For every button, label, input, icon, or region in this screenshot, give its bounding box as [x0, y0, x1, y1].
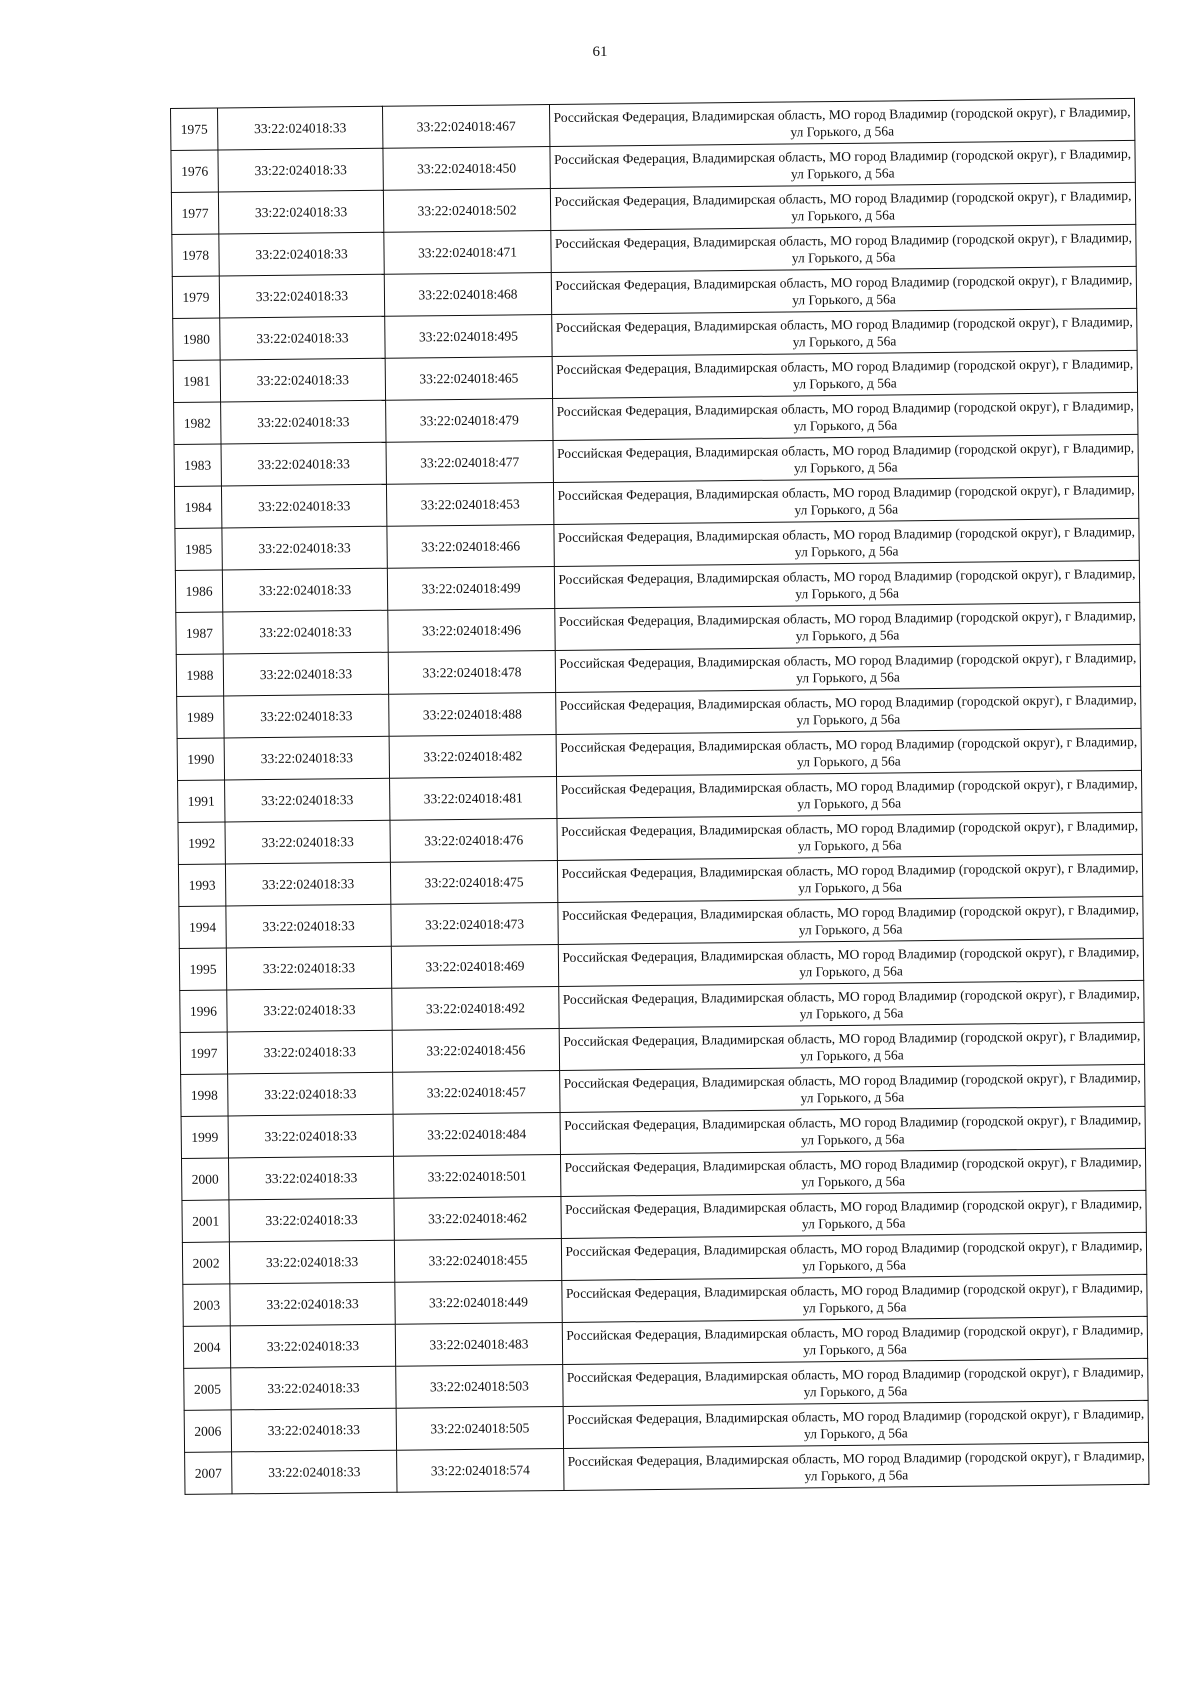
page-number: 61	[592, 44, 608, 60]
object-address: Российская Федерация, Владимирская область, МО город Владимир (городской округ), г Владимир, ул Горького, д 56а	[556, 686, 1141, 734]
object-address: Российская Федерация, Владимирская область, МО город Владимир (городской округ), г Владимир, ул Горького, д 56а	[557, 770, 1142, 818]
quarter-number: 33:22:024018:33	[228, 1114, 393, 1158]
object-address: Российская Федерация, Владимирская область, МО город Владимир (городской округ), г Владимир, ул Горького, д 56а	[560, 1106, 1145, 1154]
object-address: Российская Федерация, Владимирская область, МО город Владимир (городской округ), г Владимир, ул Горького, д 56а	[551, 224, 1136, 272]
cadastral-number: 33:22:024018:483	[395, 1322, 562, 1366]
row-number: 1998	[181, 1074, 228, 1116]
quarter-number: 33:22:024018:33	[223, 652, 388, 696]
cadastral-number: 33:22:024018:466	[387, 525, 554, 569]
object-address: Российская Федерация, Владимирская область, МО город Владимир (городской округ), г Владимир, ул Горького, д 56а	[553, 476, 1138, 524]
cadastral-number: 33:22:024018:476	[390, 818, 557, 862]
cadastral-number: 33:22:024018:488	[389, 692, 556, 736]
object-address: Российская Федерация, Владимирская область, МО город Владимир (городской округ), г Владимир, ул Горького, д 56а	[564, 1442, 1149, 1490]
quarter-number: 33:22:024018:33	[222, 526, 387, 570]
quarter-number: 33:22:024018:33	[225, 778, 390, 822]
quarter-number: 33:22:024018:33	[220, 358, 385, 402]
row-number: 1978	[172, 234, 219, 276]
row-number: 1992	[178, 822, 225, 864]
registry-table	[170, 98, 1149, 1495]
object-address: Российская Федерация, Владимирская область, МО город Владимир (городской округ), г Владимир, ул Горького, д 56а	[550, 140, 1135, 188]
quarter-number: 33:22:024018:33	[218, 106, 383, 150]
cadastral-number: 33:22:024018:502	[383, 189, 550, 233]
row-number: 2004	[183, 1326, 230, 1368]
row-number: 1985	[175, 528, 222, 570]
cadastral-number: 33:22:024018:449	[395, 1280, 562, 1324]
row-number: 1977	[171, 192, 218, 234]
quarter-number: 33:22:024018:33	[218, 190, 383, 234]
object-address: Российская Федерация, Владимирская область, МО город Владимир (городской округ), г Владимир, ул Горького, д 56а	[555, 644, 1140, 692]
object-address: Российская Федерация, Владимирская область, МО город Владимир (городской округ), г Владимир, ул Горького, д 56а	[557, 854, 1142, 902]
object-address: Российская Федерация, Владимирская область, МО город Владимир (городской округ), г Владимир, ул Горького, д 56а	[550, 182, 1135, 230]
row-number: 1984	[174, 486, 221, 528]
cadastral-number: 33:22:024018:471	[384, 231, 551, 275]
registry-table-body	[171, 98, 1149, 1494]
cadastral-number: 33:22:024018:478	[388, 650, 555, 694]
quarter-number: 33:22:024018:33	[221, 442, 386, 486]
cadastral-number: 33:22:024018:479	[386, 399, 553, 443]
quarter-number: 33:22:024018:33	[227, 1030, 392, 1074]
object-address: Российская Федерация, Владимирская область, МО город Владимир (городской округ), г Владимир, ул Горького, д 56а	[561, 1232, 1146, 1280]
row-number: 1986	[175, 570, 222, 612]
object-address: Российская Федерация, Владимирская область, МО город Владимир (городской округ), г Владимир, ул Горького, д 56а	[554, 518, 1139, 566]
object-address: Российская Федерация, Владимирская область, МО город Владимир (городской округ), г Владимир, ул Горького, д 56а	[557, 812, 1142, 860]
cadastral-number: 33:22:024018:481	[390, 776, 557, 820]
cadastral-number: 33:22:024018:473	[391, 902, 558, 946]
object-address: Российская Федерация, Владимирская область, МО город Владимир (городской округ), г Владимир, ул Горького, д 56а	[561, 1190, 1146, 1238]
object-address: Российская Федерация, Владимирская область, МО город Владимир (городской округ), г Владимир, ул Горького, д 56а	[559, 980, 1144, 1028]
row-number: 1981	[173, 360, 220, 402]
cadastral-number: 33:22:024018:505	[396, 1406, 563, 1450]
row-number: 1993	[178, 864, 225, 906]
row-number: 2001	[182, 1200, 229, 1242]
object-address: Российская Федерация, Владимирская область, МО город Владимир (городской округ), г Владимир, ул Горького, д 56а	[560, 1148, 1145, 1196]
quarter-number: 33:22:024018:33	[224, 694, 389, 738]
quarter-number: 33:22:024018:33	[230, 1324, 395, 1368]
cadastral-number: 33:22:024018:495	[385, 315, 552, 359]
row-number: 2006	[184, 1410, 231, 1452]
quarter-number: 33:22:024018:33	[229, 1198, 394, 1242]
cadastral-number: 33:22:024018:484	[393, 1112, 560, 1156]
row-number: 1980	[173, 318, 220, 360]
object-address: Российская Федерация, Владимирская область, МО город Владимир (городской округ), г Владимир, ул Горького, д 56а	[558, 938, 1143, 986]
quarter-number: 33:22:024018:33	[226, 946, 391, 990]
object-address: Российская Федерация, Владимирская область, МО город Владимир (городской округ), г Владимир, ул Горького, д 56а	[563, 1400, 1148, 1448]
row-number: 2000	[182, 1158, 229, 1200]
cadastral-number: 33:22:024018:450	[383, 147, 550, 191]
quarter-number: 33:22:024018:33	[231, 1366, 396, 1410]
object-address: Российская Федерация, Владимирская область, МО город Владимир (городской округ), г Владимир, ул Горького, д 56а	[552, 308, 1137, 356]
row-number: 1976	[171, 150, 218, 192]
quarter-number: 33:22:024018:33	[223, 610, 388, 654]
row-number: 2007	[185, 1452, 232, 1494]
row-number: 1975	[171, 108, 218, 150]
object-address: Российская Федерация, Владимирская область, МО город Владимир (городской округ), г Владимир, ул Горького, д 56а	[552, 350, 1137, 398]
cadastral-number: 33:22:024018:465	[385, 357, 552, 401]
object-address: Российская Федерация, Владимирская область, МО город Владимир (городской округ), г Владимир, ул Горького, д 56а	[555, 602, 1140, 650]
row-number: 2005	[184, 1368, 231, 1410]
quarter-number: 33:22:024018:33	[221, 400, 386, 444]
quarter-number: 33:22:024018:33	[220, 316, 385, 360]
object-address: Российская Федерация, Владимирская область, МО город Владимир (городской округ), г Владимир, ул Горького, д 56а	[551, 266, 1136, 314]
object-address: Российская Федерация, Владимирская область, МО город Владимир (городской округ), г Владимир, ул Горького, д 56а	[559, 1022, 1144, 1070]
row-number: 1988	[176, 654, 223, 696]
quarter-number: 33:22:024018:33	[228, 1156, 393, 1200]
quarter-number: 33:22:024018:33	[222, 568, 387, 612]
cadastral-number: 33:22:024018:574	[397, 1448, 564, 1492]
quarter-number: 33:22:024018:33	[227, 988, 392, 1032]
cadastral-number: 33:22:024018:469	[391, 944, 558, 988]
row-number: 1996	[180, 990, 227, 1032]
row-number: 1982	[174, 402, 221, 444]
cadastral-number: 33:22:024018:501	[393, 1154, 560, 1198]
quarter-number: 33:22:024018:33	[221, 484, 386, 528]
object-address: Российская Федерация, Владимирская область, МО город Владимир (городской округ), г Владимир, ул Горького, д 56а	[553, 434, 1138, 482]
quarter-number: 33:22:024018:33	[226, 904, 391, 948]
row-number: 1995	[179, 948, 226, 990]
cadastral-number: 33:22:024018:496	[388, 608, 555, 652]
row-number: 1989	[177, 696, 224, 738]
row-number: 1994	[179, 906, 226, 948]
cadastral-number: 33:22:024018:453	[386, 483, 553, 527]
table-row	[185, 1442, 1149, 1494]
quarter-number: 33:22:024018:33	[229, 1240, 394, 1284]
quarter-number: 33:22:024018:33	[228, 1072, 393, 1116]
row-number: 1997	[180, 1032, 227, 1074]
object-address: Российская Федерация, Владимирская область, МО город Владимир (городской округ), г Владимир, ул Горького, д 56а	[549, 98, 1134, 146]
row-number: 2002	[182, 1242, 229, 1284]
quarter-number: 33:22:024018:33	[231, 1408, 396, 1452]
object-address: Российская Федерация, Владимирская область, МО город Владимир (городской округ), г Владимир, ул Горького, д 56а	[560, 1064, 1145, 1112]
cadastral-number: 33:22:024018:457	[393, 1070, 560, 1114]
object-address: Российская Федерация, Владимирская область, МО город Владимир (городской округ), г Владимир, ул Горького, д 56а	[562, 1316, 1147, 1364]
cadastral-number: 33:22:024018:475	[390, 860, 557, 904]
row-number: 1990	[177, 738, 224, 780]
cadastral-number: 33:22:024018:482	[389, 734, 556, 778]
row-number: 1999	[181, 1116, 228, 1158]
row-number: 1983	[174, 444, 221, 486]
cadastral-number: 33:22:024018:499	[387, 567, 554, 611]
quarter-number: 33:22:024018:33	[224, 736, 389, 780]
quarter-number: 33:22:024018:33	[225, 862, 390, 906]
cadastral-number: 33:22:024018:462	[394, 1196, 561, 1240]
row-number: 1991	[178, 780, 225, 822]
object-address: Российская Федерация, Владимирская область, МО город Владимир (городской округ), г Владимир, ул Горького, д 56а	[563, 1358, 1148, 1406]
row-number: 2003	[183, 1284, 230, 1326]
cadastral-number: 33:22:024018:503	[396, 1364, 563, 1408]
quarter-number: 33:22:024018:33	[225, 820, 390, 864]
registry-table-wrapper	[170, 103, 1145, 1495]
cadastral-number: 33:22:024018:477	[386, 441, 553, 485]
quarter-number: 33:22:024018:33	[232, 1450, 397, 1494]
object-address: Российская Федерация, Владимирская область, МО город Владимир (городской округ), г Владимир, ул Горького, д 56а	[554, 560, 1139, 608]
row-number: 1979	[172, 276, 219, 318]
quarter-number: 33:22:024018:33	[230, 1282, 395, 1326]
cadastral-number: 33:22:024018:492	[392, 986, 559, 1030]
object-address: Российская Федерация, Владимирская область, МО город Владимир (городской округ), г Владимир, ул Горького, д 56а	[556, 728, 1141, 776]
quarter-number: 33:22:024018:33	[218, 148, 383, 192]
row-number: 1987	[176, 612, 223, 654]
quarter-number: 33:22:024018:33	[219, 232, 384, 276]
cadastral-number: 33:22:024018:467	[382, 105, 549, 149]
quarter-number: 33:22:024018:33	[219, 274, 384, 318]
cadastral-number: 33:22:024018:468	[384, 273, 551, 317]
object-address: Российская Федерация, Владимирская область, МО город Владимир (городской округ), г Владимир, ул Горького, д 56а	[558, 896, 1143, 944]
object-address: Российская Федерация, Владимирская область, МО город Владимир (городской округ), г Владимир, ул Горького, д 56а	[553, 392, 1138, 440]
cadastral-number: 33:22:024018:456	[392, 1028, 559, 1072]
cadastral-number: 33:22:024018:455	[394, 1238, 561, 1282]
object-address: Российская Федерация, Владимирская область, МО город Владимир (городской округ), г Владимир, ул Горького, д 56а	[562, 1274, 1147, 1322]
